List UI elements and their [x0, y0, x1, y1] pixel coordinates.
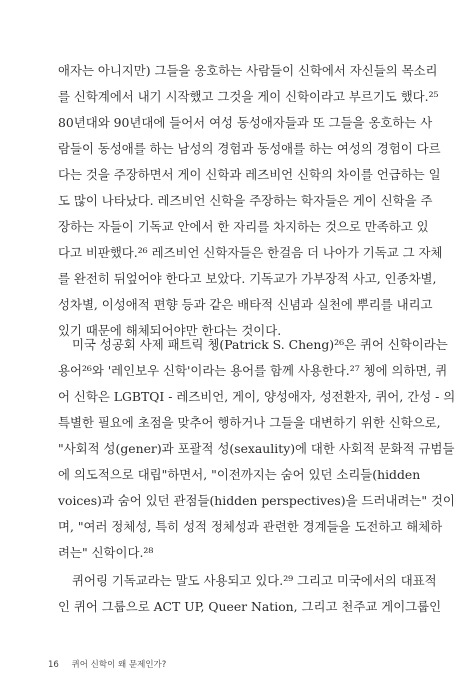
running-title: 퀴어 신학이 왜 문제인가? [71, 660, 167, 670]
paragraph-2 [58, 332, 456, 566]
text-line: 를 신학계에서 내기 시작했고 그것을 게이 신학이라고 부르기도 했다.²⁵ [58, 89, 439, 104]
text-line: 어 신학은 LGBTQI - 레즈비언, 게이, 양성애자, 성전환자, 퀴어, 간성 - 의 [58, 389, 456, 404]
text-line: 특별한 필요에 초점을 맞추어 행하거나 그들을 대변하기 위한 신학으로, [58, 415, 441, 430]
text-line: 다고 비판했다.²⁶ 레즈비언 신학자들은 한걸음 더 나아가 기독교 그 자체 [58, 245, 443, 260]
text-line: 있기 때문에 해체되어야만 한다는 것이다. [58, 323, 282, 338]
text-line: 를 완전히 뒤엎어야 한다고 보았다. 기독교가 가부장적 사고, 인종차별, [58, 271, 437, 286]
page-number: 16 [48, 660, 59, 670]
text-line: 장하는 자들이 기독교 안에서 한 자리를 차지하는 것으로 만족하고 있 [58, 219, 429, 234]
text-line: 다는 것을 주장하면서 게이 신학과 레즈비언 신학의 차이를 언급하는 일 [58, 167, 441, 182]
text-line: 려는" 신학이다.²⁸ [58, 545, 154, 560]
text-line: 인 퀴어 그룹으로 ACT UP, Queer Nation, 그리고 천주교 게이그룹인 [58, 599, 442, 614]
text-line: 용어²⁶와 '레인보우 신학'이라는 용어를 함께 사용한다.²⁷ 쳉에 의하면, 퀴 [58, 363, 448, 378]
text-line: 며, "여러 정체성, 특히 성적 정체성과 관련한 경계들을 도전하고 해체하 [58, 519, 443, 534]
text-line: 도 많이 나타났다. 레즈비언 신학을 주장하는 학자들은 게이 신학을 주 [58, 193, 433, 208]
text-line: voices)과 숨어 있던 관점들(hidden perspectives)을 드러내려는" 것이 [58, 493, 455, 508]
paragraph-3 [58, 568, 442, 620]
text-line: 에 의도적으로 대립"하면서, "이전까지는 숨어 있던 소리들(hidden [58, 467, 421, 482]
text-line: 80년대와 90년대에 들어서 여성 동성애자들과 또 그들을 옹호하는 사 [58, 115, 433, 130]
text-line: 성차별, 이성애적 편향 등과 같은 배타적 신념과 실천에 뿌리를 내리고 [58, 297, 433, 312]
paragraph-1 [58, 58, 443, 344]
text-line: 퀴어링 기독교라는 말도 사용되고 있다.²⁹ 그리고 미국에서의 대표적 [72, 573, 437, 588]
text-line: 미국 성공회 사제 패트릭 쳉(Patrick S. Cheng)²⁶은 퀴어 신학이라는 [72, 337, 448, 352]
text-line: 애자는 아니지만) 그들을 옹호하는 사람들이 신학에서 자신들의 목소리 [58, 63, 438, 78]
page-footer [48, 658, 166, 670]
text-line: 람들이 동성애를 하는 남성의 경험과 동성애를 하는 여성의 경험이 다르 [58, 141, 441, 156]
text-line: "사회적 성(gener)과 포괄적 성(sexaulity)에 대한 사회적 문화적 규범들 [58, 441, 455, 456]
